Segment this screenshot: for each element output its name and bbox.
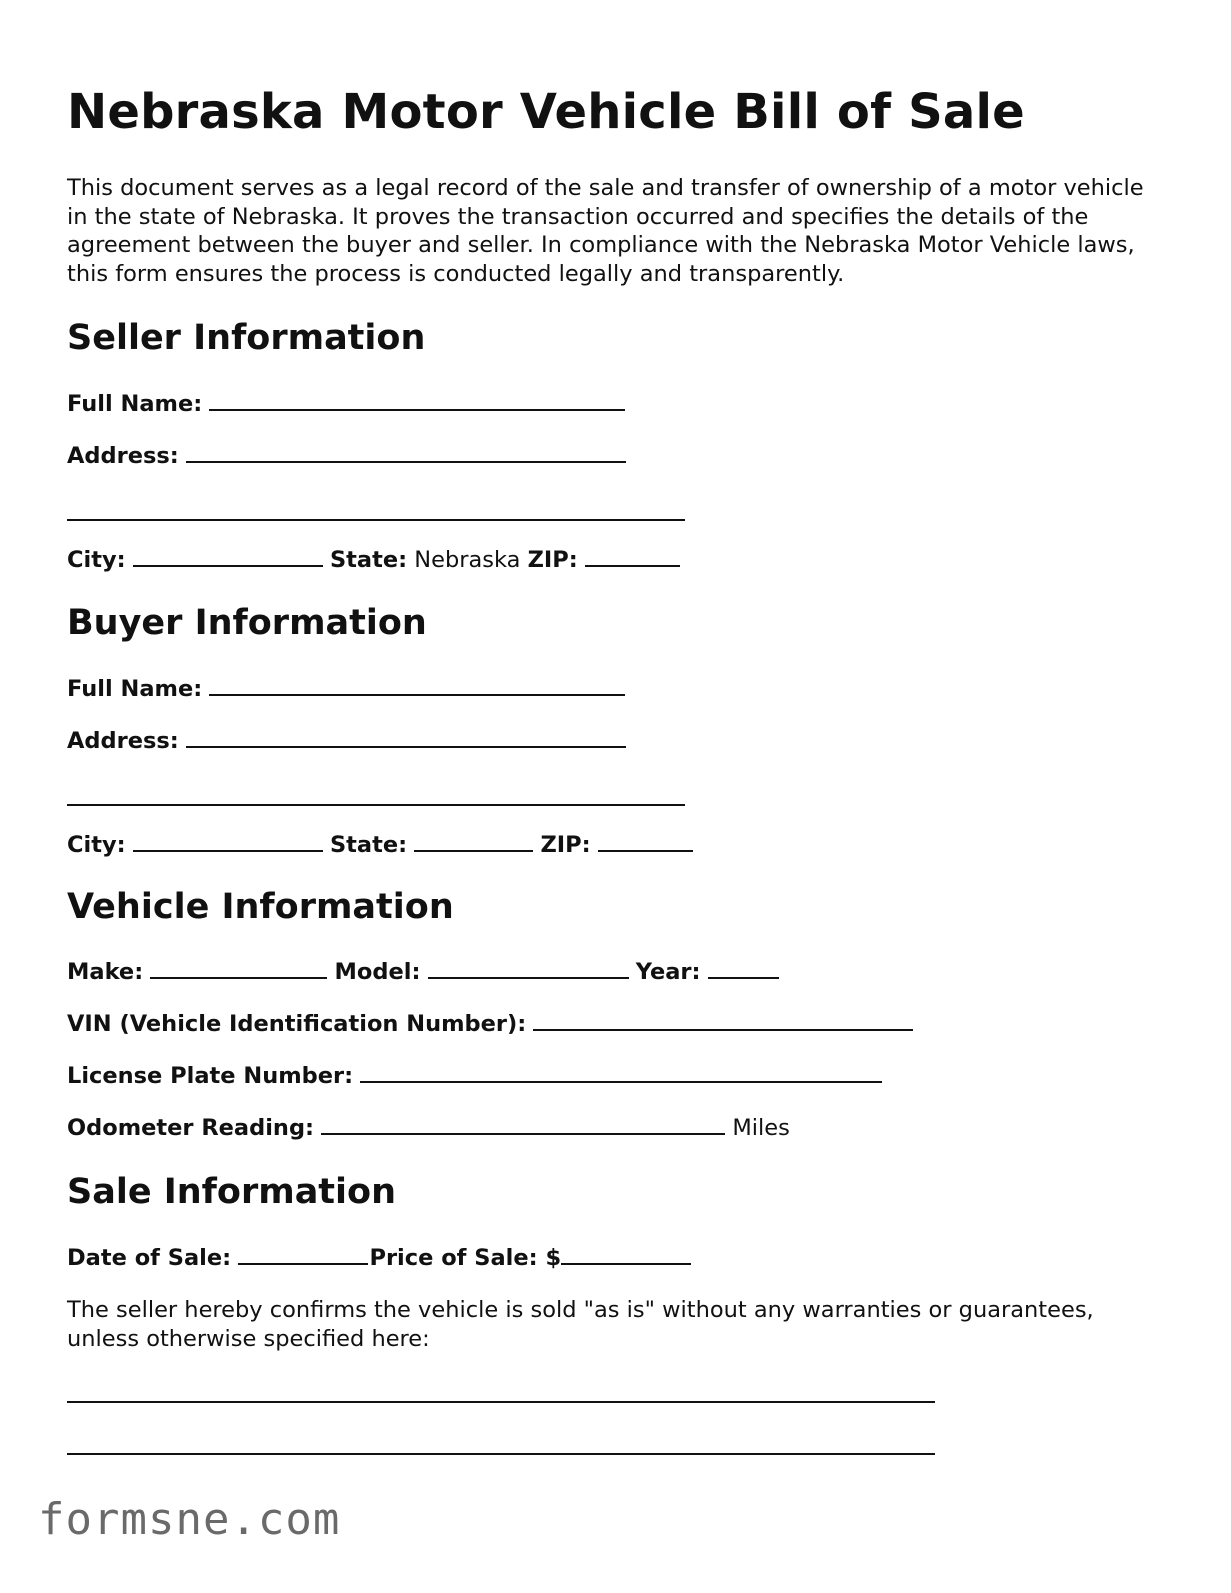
sale-date-price-row: [67, 1243, 691, 1273]
seller-full-name-label: Full Name:: [67, 391, 203, 417]
vehicle-heading: Vehicle Information: [67, 887, 454, 927]
buyer-city-label: City:: [67, 832, 126, 858]
vehicle-make-model-year-row: [67, 957, 779, 987]
exceptions-line-2[interactable]: [67, 1453, 935, 1455]
document-title: Nebraska Motor Vehicle Bill of Sale: [67, 84, 1025, 140]
model-label: Model:: [334, 959, 421, 985]
odometer-field[interactable]: [321, 1113, 725, 1135]
make-label: Make:: [67, 959, 144, 985]
seller-address-label: Address:: [67, 443, 179, 469]
buyer-full-name-row: [67, 674, 625, 704]
buyer-address-label: Address:: [67, 728, 179, 754]
seller-zip-label: ZIP:: [527, 547, 578, 573]
sale-heading: Sale Information: [67, 1172, 396, 1212]
seller-full-name-row: [67, 389, 625, 419]
odometer-row: [67, 1113, 790, 1143]
buyer-city-state-zip-row: [67, 830, 693, 860]
date-of-sale-field[interactable]: [238, 1243, 368, 1265]
buyer-full-name-field[interactable]: [209, 674, 625, 696]
buyer-address-field[interactable]: [186, 726, 626, 748]
seller-address-row: [67, 441, 626, 471]
buyer-zip-label: ZIP:: [540, 832, 591, 858]
seller-address-line-2[interactable]: [67, 519, 685, 521]
model-field[interactable]: [428, 957, 629, 979]
buyer-full-name-label: Full Name:: [67, 676, 203, 702]
vin-field[interactable]: [533, 1009, 913, 1031]
buyer-state-field[interactable]: [414, 830, 533, 852]
watermark: formsne.com: [38, 1494, 341, 1545]
seller-city-state-zip-row: [67, 545, 680, 575]
odometer-unit: Miles: [732, 1115, 790, 1141]
price-of-sale-label: Price of Sale: $: [369, 1245, 562, 1271]
license-plate-field[interactable]: [360, 1061, 882, 1083]
year-label: Year:: [635, 959, 701, 985]
buyer-state-label: State:: [329, 832, 408, 858]
buyer-zip-field[interactable]: [598, 830, 693, 852]
buyer-address-line-2[interactable]: [67, 804, 685, 806]
make-field[interactable]: [150, 957, 327, 979]
date-of-sale-label: Date of Sale:: [67, 1245, 232, 1271]
as-is-statement: The seller hereby confirms the vehicle is sold "as is" without any warranties or guarantees, unless otherwise specified here:: [67, 1297, 1094, 1352]
vin-row: [67, 1009, 913, 1039]
buyer-address-row: [67, 726, 626, 756]
license-plate-label: License Plate Number:: [67, 1063, 354, 1089]
vin-label: VIN (Vehicle Identification Number):: [67, 1011, 527, 1037]
seller-city-field[interactable]: [133, 545, 323, 567]
intro-paragraph: This document serves as a legal record of the sale and transfer of ownership of a motor vehicle in the state of Nebraska. It proves the transaction occurred and specifies the details of the agreement between the buyer and seller. In compliance with the Nebraska Motor Vehicle laws, this form ensures the process is conducted legally and transparently.: [67, 175, 1144, 287]
buyer-city-field[interactable]: [133, 830, 323, 852]
seller-address-field[interactable]: [186, 441, 626, 463]
exceptions-line-1[interactable]: [67, 1401, 935, 1403]
seller-state-label: State:: [329, 547, 408, 573]
seller-zip-field[interactable]: [585, 545, 680, 567]
seller-heading: Seller Information: [67, 318, 426, 358]
odometer-label: Odometer Reading:: [67, 1115, 315, 1141]
seller-full-name-field[interactable]: [209, 389, 625, 411]
price-of-sale-field[interactable]: [561, 1243, 691, 1265]
license-plate-row: [67, 1061, 882, 1091]
buyer-heading: Buyer Information: [67, 603, 427, 643]
seller-state-value: Nebraska: [414, 547, 521, 573]
seller-city-label: City:: [67, 547, 126, 573]
year-field[interactable]: [708, 957, 779, 979]
